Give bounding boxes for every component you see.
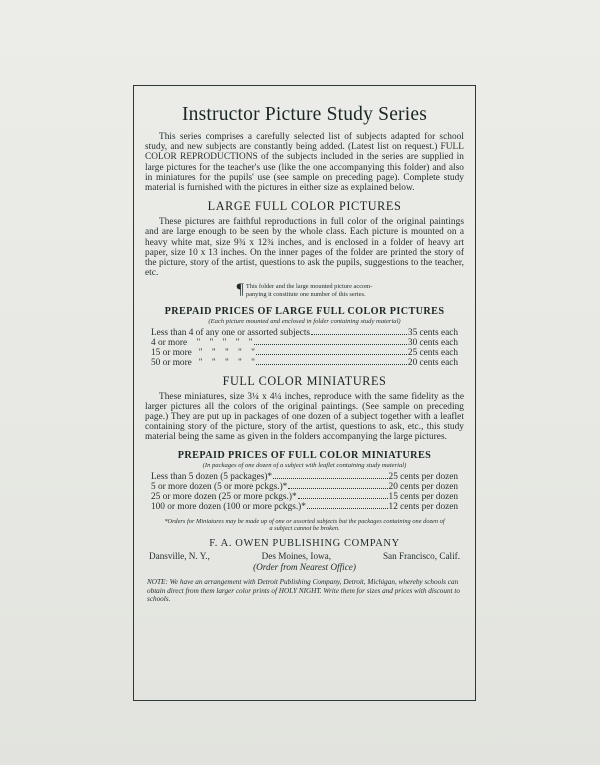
order-from-note: (Order from Nearest Office) <box>253 562 356 573</box>
miniatures-heading: FULL COLOR MINIATURES <box>222 373 387 388</box>
miniature-prices-heading: PREPAID PRICES OF FULL COLOR MINIATURES <box>177 449 432 461</box>
price-row: 4 or more " " " " " 30 cents each <box>151 337 458 348</box>
folder-note <box>145 283 464 298</box>
price-row: 5 or more dozen (5 or more pckgs.)* 20 cents per dozen <box>151 481 458 492</box>
price-row: 25 or more dozen (25 or more pckgs.)* 15 cents per dozen <box>151 491 458 502</box>
price-row: 100 or more dozen (100 or more pckgs.)* 12 cents per dozen <box>151 501 458 512</box>
price-row: 50 or more " " " " " 20 cents each <box>151 357 458 368</box>
price-row: Less than 4 of any one or assorted subjects 35 cents each <box>151 327 458 338</box>
miniatures-paragraph: These miniatures, size 3¼ x 4¼ inches, reproduce with the same fidelity as the larger pictures all the colors of the original paintings. (See sample on preceding page.) They are put up in packages of one dozen of a subject together with a leaflet containing story of the picture, story of the artist, questions to ask, etc., this study material being the same as given in the folders accompanying the large pictures. <box>145 391 464 443</box>
large-prices-subtitle: (Each picture mounted and enclosed in folder containing study material) <box>208 317 401 325</box>
miniature-price-list <box>151 472 458 512</box>
folder-note-line: panying it constitute one number of this series. <box>245 291 366 299</box>
publisher-cities <box>149 551 460 561</box>
large-pictures-heading: LARGE FULL COLOR PICTURES <box>207 199 402 214</box>
city: Des Moines, Iowa, <box>261 551 332 562</box>
folder-note-line: This folder and the large mounted picture accom- <box>245 283 373 291</box>
document-frame <box>133 85 476 701</box>
city: San Francisco, Calif. <box>382 551 460 562</box>
miniature-prices-subtitle: (In packages of one dozen of a subject with leaflet containing study material) <box>202 461 407 469</box>
large-pictures-paragraph: These pictures are faithful reproductions in full color of the original paintings and are large enough to be seen by the whole class. Each picture is mounted on a heavy white mat, size 9¾ x 12¾ inches, and is enclosed in a folder of heavy art paper, size 10 x 13 inches. On the inner pages of the folder are printed the story of the picture, story of the artist, questions to ask the pupils, suggestions to the teacher, etc. <box>145 217 464 279</box>
pilcrow-icon: ¶ <box>236 281 244 299</box>
miniature-order-note: *Orders for Miniatures may be made up of one or assorted subjects but the packages containing one dozen of a subject cannot be broken. <box>164 517 445 533</box>
city: Dansville, N. Y., <box>149 551 210 562</box>
publisher-name: F. A. OWEN PUBLISHING COMPANY <box>209 538 400 550</box>
large-price-list <box>151 328 458 368</box>
intro-paragraph: This series comprises a carefully selected list of subjects adapted for school study, and new subjects are constantly being added. (Latest list on request.) FULL COLOR REPRODUCTIONS of the subjects included in the series are supplied in large pictures for the teacher's use (like the one accompanying this folder) and also in miniatures for the pupils' use (see sample on preceding page). Complete study material is furnished with the pictures in either size as explained below. <box>145 132 464 194</box>
page-title: Instructor Picture Study Series <box>181 104 428 125</box>
footnote: NOTE: We have an arrangement with Detroit Publishing Company, Detroit, Michigan, whereby schools can obtain direct from them larger color prints of HOLY NIGHT. Write them for sizes and prices with discount to schools. <box>147 578 460 604</box>
price-row: 15 or more " " " " " 25 cents each <box>151 347 458 358</box>
price-row: Less than 5 dozen (5 packages)* 25 cents per dozen <box>151 471 458 482</box>
large-prices-heading: PREPAID PRICES OF LARGE FULL COLOR PICTURES <box>164 305 445 317</box>
